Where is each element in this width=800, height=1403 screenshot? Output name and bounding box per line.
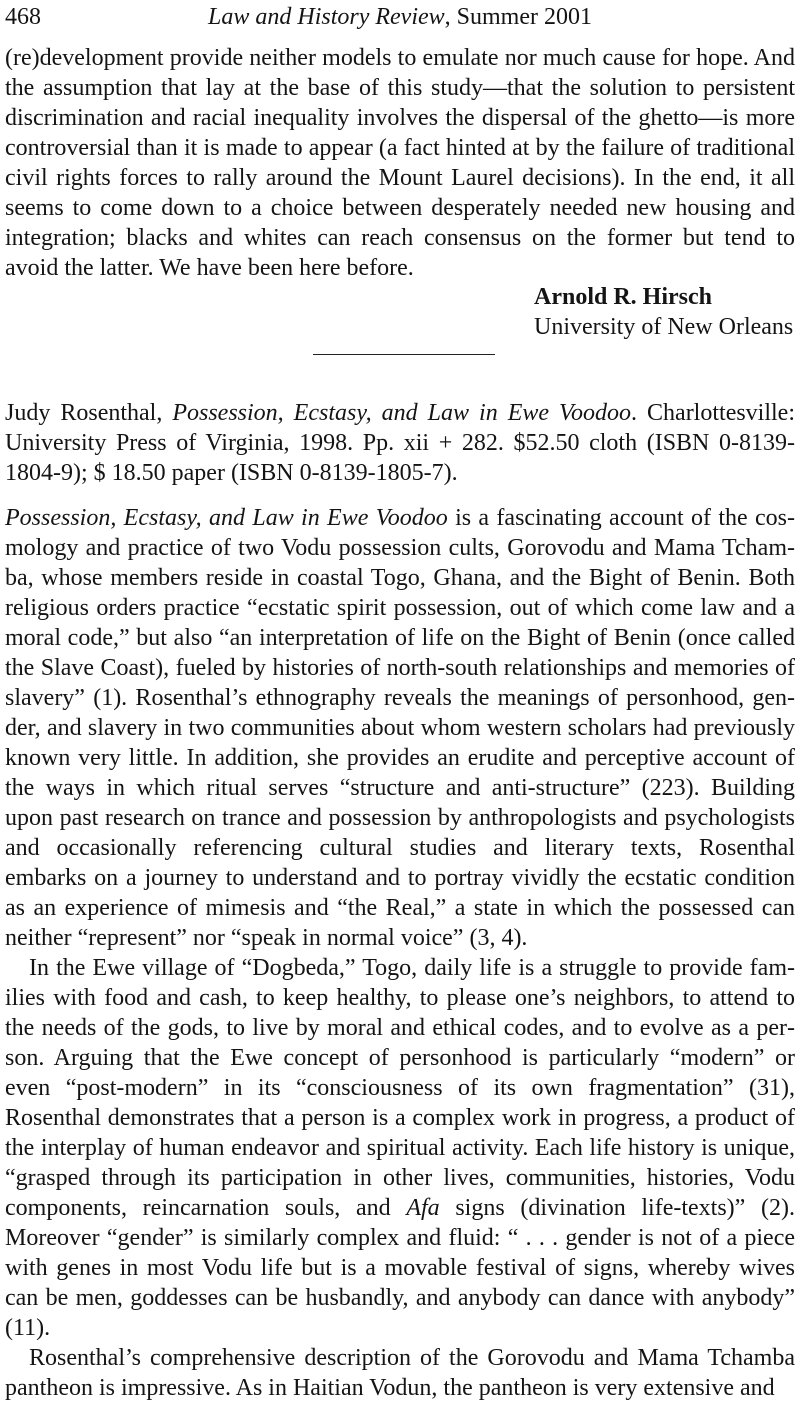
reviewer-signature — [534, 282, 793, 342]
citation-details: . Charlottesville: University Press of Virginia, 1998. Pp. xii + 282. $52.50 cloth (ISBN 0-8139-1804-9); $ 18.50 paper (ISBN 0-8139-1805-7). — [5, 400, 796, 486]
journal-issue: , Summer 2001 — [444, 4, 592, 30]
book-title-inline: Possession, Ecstasy, and Law in Ewe Voodoo — [5, 505, 448, 531]
review-paragraph-2: In the Ewe village of “Dogbeda,” Togo, daily life is a struggle to provide families with food and cash, to keep healthy, to please one’s neighbors, to attend to the needs of the gods, to live by moral and ethical codes, and to evolve as a person. Arguing that the Ewe concept of personhood is particularly “modern” or even “post-modern” in its “consciousness of its own fragmentation” (31), Rosenthal demonstrates that a person is a complex work in progress, a product of the interplay of human endeavor and spiritual activity. Each life history is unique, “grasped through its participation in other lives, communities, histories, Vodu components, reincarnation souls, and Afa signs (divination life-texts)” (2). Moreover “gender” is similarly complex and fluid: “ . . . gender is not of a piece with genes in most Vodu life but is a movable festival of signs, whereby wives can be men, goddesses can be husbandly, and anybody can dance with anybody” (11). — [5, 955, 795, 1341]
reviewer-affiliation: University of New Orleans — [534, 314, 794, 340]
citation-author: Judy Rosenthal, — [5, 400, 173, 426]
running-head — [5, 2, 795, 32]
page-number: 468 — [5, 4, 41, 30]
section-divider — [313, 354, 495, 355]
review-paragraph-1: Possession, Ecstasy, and Law in Ewe Voodoo is a fascinating account of the cosmology and practice of two Vodu possession cults, Gorovodu and Mama Tchamba, whose members reside in coastal Togo, Ghana, and the Bight of Benin. Both religious orders practice “ecstatic spirit possession, out of which come law and a moral code,” but also “an interpretation of life on the Bight of Benin (once called the Slave Coast), fueled by histories of north-south relationships and memories of slavery” (1). Rosenthal’s ethnography reveals the meanings of personhood, gender, and slavery in two communities about whom western scholars had previously known very little. In addition, she provides an erudite and perceptive account of the ways in which ritual serves “structure and anti-structure” (223). Building upon past research on trance and possession by anthropologists and psychologists and occasionally referencing cultural studies and literary texts, Rosenthal embarks on a journey to understand and to portray vividly the ecstatic condition as an experience of mimesis and “the Real,” a state in which the possessed can neither “represent” nor “speak in normal voice” (3, 4). — [5, 505, 796, 951]
afa-term: Afa — [406, 1195, 440, 1221]
citation-title: Possession, Ecstasy, and Law in Ewe Voodoo — [172, 400, 632, 426]
book-citation — [5, 398, 795, 488]
journal-header — [5, 2, 795, 32]
previous-review-paragraph: (re)development provide neither models to emulate nor much cause for hope. And the assumption that lay at the base of this study—that the solution to persistent discrimination and racial inequality involves the dispersal of the ghetto—is more controversial than it is made to appear (a fact hinted at by the failure of traditional civil rights forces to rally around the Mount Laurel decisions). In the end, it all seems to come down to a choice between desperately needed new housing and integration; blacks and whites can reach consensus on the former but tend to avoid the latter. We have been here before. — [5, 45, 795, 281]
previous-review-ending — [5, 43, 795, 283]
journal-title: Law and History Review — [208, 4, 445, 30]
reviewer-name: Arnold R. Hirsch — [534, 284, 713, 310]
citation-text — [5, 398, 795, 488]
review-body — [5, 503, 795, 1403]
review-paragraph-3: Rosenthal’s comprehensive description of the Gorovodu and Mama Tchamba pantheon is impressive. As in Haitian Vodun, the pantheon is very extensive and — [5, 1345, 795, 1401]
